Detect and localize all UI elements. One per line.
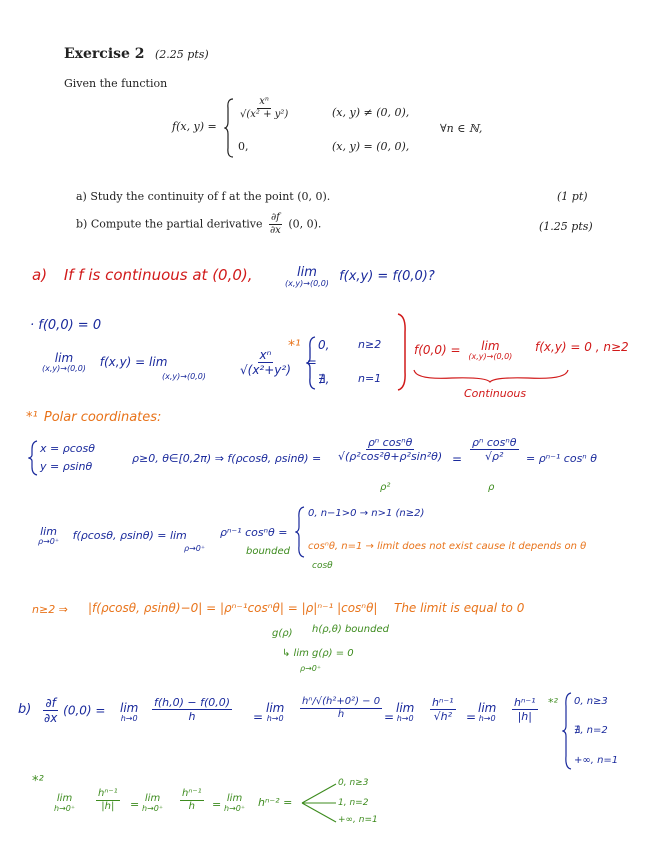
hand-case-b1 bbox=[308, 508, 424, 519]
hand-g-lim3-label: lim bbox=[226, 793, 243, 804]
hand-g-rho: g(ρ) bbox=[272, 628, 293, 639]
hand-b-at: (0,0) = bbox=[63, 703, 106, 718]
hand-b-frac4-den: |h| bbox=[517, 710, 532, 724]
hand-g-lim2-sub: h→0⁺ bbox=[142, 803, 164, 813]
function-definition bbox=[172, 96, 502, 160]
hand-g-case1: 0, n≥3 bbox=[338, 778, 369, 788]
hand-a-question: If f is continuous at (0,0), bbox=[63, 266, 253, 284]
hand-f00: · f(0,0) = 0 bbox=[30, 318, 102, 333]
hand-lim2-mid: f(x,y) = lim bbox=[99, 354, 168, 369]
hand-b-frac3 bbox=[430, 696, 456, 723]
case1-condition: (x, y) ≠ (0, 0), bbox=[332, 106, 410, 119]
hand-polar-cond: ρ≥0, θ∈[0,2π) ⇒ f(ρcosθ, ρsinθ) = bbox=[132, 452, 322, 465]
part-a-points: (1 pt) bbox=[557, 190, 588, 203]
part-a-question: a) Study the continuity of f at the point (0, 0). bbox=[76, 190, 331, 203]
part-b-points: (1.25 pts) bbox=[539, 220, 593, 233]
function-lhs: f(x, y) = bbox=[172, 120, 217, 133]
hand-star2b: *² bbox=[32, 774, 44, 789]
hand-g-case2: 1, n=2 bbox=[338, 798, 369, 808]
hand-abs-concl: The limit is equal to 0 bbox=[394, 601, 525, 615]
hand-polar-frac1 bbox=[336, 436, 444, 463]
hand-g-frac1-den: |h| bbox=[101, 801, 115, 812]
hand-a-label: a) bbox=[32, 266, 48, 284]
hand-b-lim4-label: lim bbox=[478, 701, 497, 715]
hand-case-a2-cond: n=1 bbox=[358, 372, 382, 385]
hand-b-lim2 bbox=[266, 702, 284, 723]
hand-g-lim3-sub: h→0⁺ bbox=[224, 803, 246, 813]
part-b-pre: b) Compute the partial derivative bbox=[76, 217, 263, 231]
hand-b-eq1: = bbox=[253, 710, 264, 724]
hand-a-lim-rhs: f(x,y) = f(0,0)? bbox=[339, 269, 435, 285]
hand-polar-y: y = ρsinθ bbox=[40, 460, 93, 473]
hand-polar-eq2-num: ρⁿ cosⁿθ bbox=[472, 436, 517, 449]
hand-b-frac3-den: √h² bbox=[433, 710, 452, 724]
hand-polar-x: x = ρcosθ bbox=[40, 442, 95, 455]
hand-polar-frac2 bbox=[470, 436, 519, 463]
function-brace bbox=[224, 98, 234, 158]
case1-denominator: √(x² + y²) bbox=[240, 109, 289, 120]
hand-g-lim-sub: ρ→0⁺ bbox=[300, 664, 322, 673]
hand-b-lim1-sub: h→0 bbox=[120, 713, 138, 723]
hand-g-lim1-sub: h→0⁺ bbox=[54, 803, 76, 813]
hand-b-lim2-label: lim bbox=[266, 701, 285, 715]
hand-lim2-label: lim bbox=[54, 351, 74, 365]
exercise-points: (2.25 pts) bbox=[155, 48, 209, 61]
hand-lim2-num: xⁿ bbox=[259, 348, 272, 362]
case2-condition: (x, y) = (0, 0), bbox=[332, 140, 410, 153]
hand-underbrace bbox=[412, 368, 572, 384]
hand-abs-expr: |f(ρcosθ, ρsinθ)−0| = |ρⁿ⁻¹cosⁿθ| = |ρ|ⁿ⁻¹ |cosⁿθ| bbox=[88, 601, 378, 615]
exercise-title: Exercise 2 bbox=[64, 46, 145, 62]
hand-case-b2 bbox=[308, 541, 586, 552]
hand-b-eq3: = bbox=[466, 710, 477, 724]
hand-g-lim1-label: lim bbox=[56, 793, 73, 804]
hand-polar-star: *¹ bbox=[26, 410, 38, 425]
exercise-heading bbox=[64, 46, 209, 62]
hand-polar-brace bbox=[28, 440, 38, 476]
hand-lim3-expr: ρⁿ⁻¹ cosⁿθ = bbox=[220, 526, 288, 539]
hand-lim3-mid: f(ρcosθ, ρsinθ) = lim bbox=[72, 528, 187, 542]
hand-red-bracket bbox=[396, 312, 410, 392]
hand-case-b1-text: 0, n−1>0 → n>1 (n≥2) bbox=[308, 508, 425, 519]
hand-b-frac4-num: hⁿ⁻¹ bbox=[514, 696, 536, 709]
hand-a-limit bbox=[285, 266, 435, 288]
hand-g-lim2-label: lim bbox=[144, 793, 161, 804]
hand-g-branch bbox=[300, 780, 340, 826]
hand-polar-eq2-den: √ρ² bbox=[485, 450, 504, 464]
hand-b-lim3-sub: h→0 bbox=[396, 713, 414, 723]
hand-b-lim3 bbox=[396, 702, 414, 723]
hand-b-num: ∂f bbox=[45, 696, 56, 710]
hand-g-lim3 bbox=[224, 794, 245, 813]
hand-b-frac3-num: hⁿ⁻¹ bbox=[432, 696, 454, 709]
hand-case-a2: ∄, bbox=[318, 372, 330, 386]
hand-star1: *¹ bbox=[288, 338, 301, 354]
hand-box-lim: lim bbox=[481, 339, 500, 353]
hand-b-lim4-sub: h→0 bbox=[478, 713, 496, 723]
hand-g-lim: ↳ lim g(ρ) = 0 bbox=[282, 648, 354, 659]
part-b-numerator: ∂f bbox=[270, 212, 280, 223]
hand-cos-theta: cosθ bbox=[312, 561, 333, 571]
hand-b-case2: ∄, n=2 bbox=[574, 725, 608, 736]
hand-g-lim1 bbox=[54, 794, 75, 813]
hand-cases-b-brace bbox=[295, 506, 305, 558]
part-b-post: (0, 0). bbox=[288, 217, 322, 231]
hand-lim2-sub: (x,y)→(0,0) bbox=[42, 363, 86, 373]
hand-b-eq2: = bbox=[384, 710, 395, 724]
case2-value: 0, bbox=[238, 140, 249, 153]
hand-lim3 bbox=[38, 526, 187, 546]
exercise-intro: Given the function bbox=[64, 77, 168, 90]
hand-a-lim-sub: (x,y)→(0,0) bbox=[285, 278, 329, 288]
hand-h-bound: h(ρ,θ) bounded bbox=[312, 624, 389, 635]
hand-box-sub: (x,y)→(0,0) bbox=[468, 351, 513, 361]
hand-b-frac4 bbox=[512, 696, 538, 723]
hand-lim2-den: √(x²+y²) bbox=[240, 363, 291, 378]
hand-lim3-lhs: lim bbox=[40, 525, 57, 538]
hand-polar-title: Polar coordinates: bbox=[43, 410, 162, 425]
hand-b-case1: 0, n≥3 bbox=[574, 696, 608, 707]
hand-g-frac2-num: hⁿ⁻¹ bbox=[182, 788, 202, 799]
hand-g-frac1-num: hⁿ⁻¹ bbox=[98, 788, 118, 799]
hand-box-rhs: f(x,y) = 0 , n≥2 bbox=[535, 340, 629, 354]
forall-n: ∀n ∈ ℕ, bbox=[440, 122, 483, 135]
hand-lim3-sub2: ρ→0⁺ bbox=[184, 544, 206, 553]
hand-b-frac2-num: hⁿ/√(h²+0²) − 0 bbox=[302, 696, 381, 707]
hand-lim2 bbox=[42, 352, 167, 373]
hand-g-frac2-den: h bbox=[188, 801, 195, 812]
hand-b-lim1 bbox=[120, 702, 138, 723]
hand-a-line bbox=[32, 266, 253, 284]
part-b-denominator: ∂x bbox=[270, 225, 281, 236]
hand-lim3-sub: ρ→0⁺ bbox=[38, 536, 60, 546]
hand-star2: *² bbox=[548, 696, 558, 709]
hand-polar-heading bbox=[26, 410, 161, 425]
hand-case-a1: 0, bbox=[318, 338, 330, 352]
hand-polar-eq2-under: ρ bbox=[488, 482, 495, 493]
hand-b-frac1-den: h bbox=[188, 710, 196, 724]
hand-g-frac1 bbox=[96, 788, 120, 813]
hand-g-expr: hⁿ⁻² = bbox=[258, 796, 293, 809]
hand-polar-num: ρⁿ cosⁿθ bbox=[367, 436, 413, 449]
hand-a-lim: lim bbox=[297, 265, 317, 280]
hand-b-case3: +∞, n=1 bbox=[574, 755, 619, 766]
hand-b-label: b) bbox=[18, 702, 32, 717]
hand-b-frac2-den: h bbox=[337, 709, 345, 720]
hand-g-case3: +∞, n=1 bbox=[338, 815, 378, 825]
hand-b-lim3-label: lim bbox=[396, 701, 415, 715]
hand-b-lim2-sub: h→0 bbox=[266, 713, 284, 723]
case1-numerator: xⁿ bbox=[259, 96, 269, 107]
hand-polar-den-under: ρ² bbox=[380, 482, 391, 493]
hand-b-frac1-num: f(h,0) − f(0,0) bbox=[154, 696, 231, 709]
hand-b-lim4 bbox=[478, 702, 496, 723]
hand-lim2-sub2: (x,y)→(0,0) bbox=[162, 372, 206, 381]
hand-b-den: ∂x bbox=[44, 711, 58, 726]
hand-n-ge2: n≥2 ⇒ bbox=[32, 603, 68, 616]
hand-case-b2-text: cosⁿθ, n=1 → limit does not exist cause it depends on θ bbox=[308, 541, 587, 552]
hand-box bbox=[414, 340, 512, 361]
hand-b-frac2 bbox=[300, 696, 382, 721]
hand-bounded: bounded bbox=[246, 546, 290, 557]
hand-box-lhs: f(0,0) = bbox=[414, 342, 461, 357]
hand-b-cases-brace bbox=[562, 692, 572, 770]
hand-polar-result: = ρⁿ⁻¹ cosⁿ θ bbox=[526, 452, 597, 465]
hand-lim2-fraction: $\frac{\text{xⁿ}}{\text{√(x²+y²)}}$ = bbox=[240, 348, 317, 378]
hand-b-lim1-label: lim bbox=[120, 701, 139, 715]
hand-case-a1-cond: n≥2 bbox=[358, 338, 382, 351]
part-b-question bbox=[76, 212, 321, 237]
hand-b-partial bbox=[42, 696, 105, 726]
hand-continuous: Continuous bbox=[464, 387, 527, 400]
hand-g-frac2 bbox=[180, 788, 204, 813]
hand-g-lim2 bbox=[142, 794, 163, 813]
hand-polar-den: √(ρ²cos²θ+ρ²sin²θ) bbox=[338, 450, 443, 464]
hand-cases-a-brace bbox=[306, 336, 316, 390]
hand-b-frac1 bbox=[152, 696, 232, 723]
